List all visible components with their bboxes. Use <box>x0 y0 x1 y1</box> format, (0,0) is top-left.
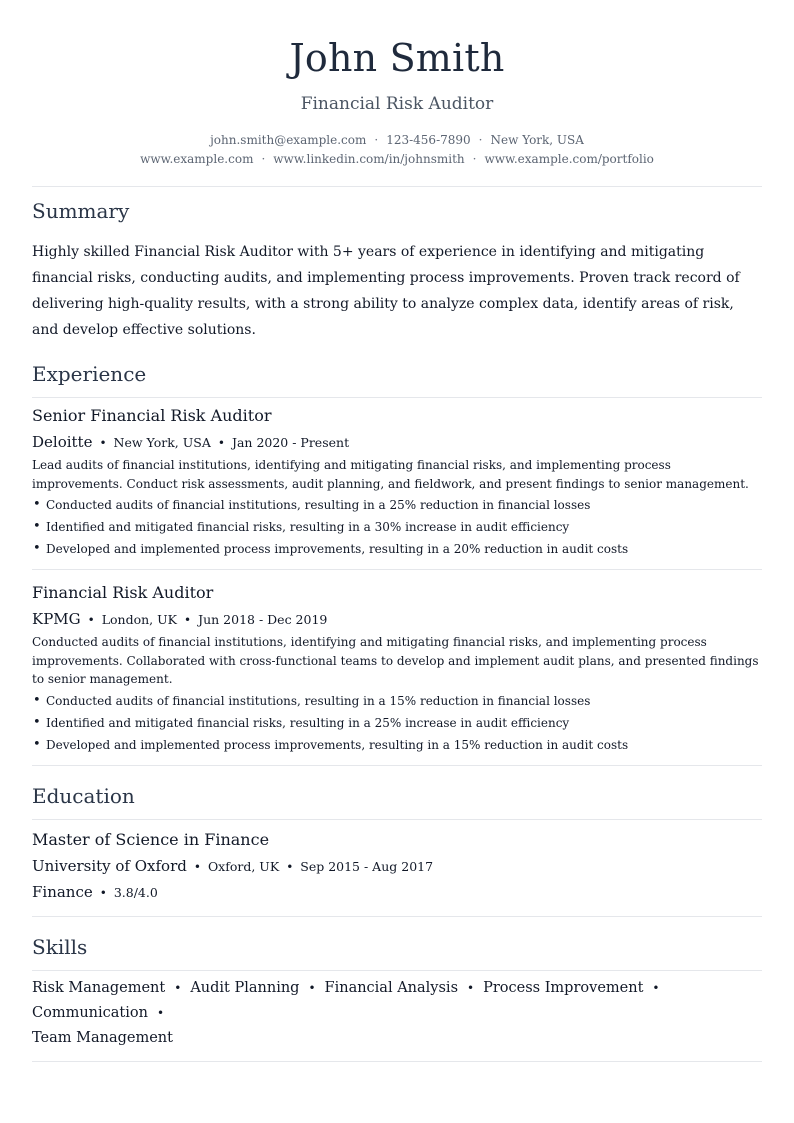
job-location: New York, USA <box>113 435 211 450</box>
section-heading-skills: Skills <box>32 934 88 959</box>
job-title: Senior Financial Risk Auditor <box>32 406 272 425</box>
education-section <box>32 783 762 917</box>
meta-bullet: • <box>99 885 107 900</box>
skills-section <box>32 934 762 1062</box>
contact-separator: · <box>472 152 477 166</box>
field-of-study: Finance <box>32 882 93 901</box>
degree-name: Master of Science in Finance <box>32 829 270 849</box>
divider <box>32 970 762 971</box>
divider <box>32 1061 762 1062</box>
meta-bullet: • <box>87 613 95 627</box>
job-location: London, UK <box>101 612 177 627</box>
section-heading-summary: Summary <box>32 199 130 223</box>
meta-bullet: • <box>156 1005 165 1020</box>
meta-bullet: • <box>286 859 294 874</box>
skill-item: Audit Planning <box>190 979 300 996</box>
experience-section <box>32 361 762 766</box>
job-achievements <box>32 690 762 756</box>
education-meta <box>32 855 762 878</box>
job-entry <box>32 582 762 756</box>
achievement-item: • Developed and implemented process improvements, resulting in a 20% reduction in audit costs <box>32 538 762 560</box>
linkedin-link[interactable]: www.linkedin.com/in/johnsmith <box>273 152 465 166</box>
contact-separator: · <box>261 152 266 166</box>
achievement-item: • Conducted audits of financial institutions, resulting in a 15% reduction in financial losses <box>32 690 762 712</box>
job-company: KPMG <box>32 610 81 628</box>
candidate-title: Financial Risk Auditor <box>300 94 494 114</box>
job-dates: Jun 2018 - Dec 2019 <box>198 612 328 627</box>
section-heading-experience: Experience <box>32 362 147 386</box>
contact-line-links <box>32 150 762 169</box>
job-description: Conducted audits of financial institutions, identifying and mitigating financial risks, and implementing process improvements. Collaborated with cross-functional teams to develop and implement audit plans, and presented findings to senior management. <box>32 635 759 686</box>
job-entry <box>32 405 762 560</box>
gpa-value: 3.8/4.0 <box>113 884 158 900</box>
job-description: Lead audits of financial institutions, identifying and mitigating financial risks, and implementing process improvements. Conduct risk assessments, audit planning, and fieldwork, and present findings to senior management. <box>32 458 749 491</box>
contact-email[interactable]: john.smith@example.com <box>210 133 367 147</box>
contact-separator: · <box>478 133 483 147</box>
school-name: University of Oxford <box>32 856 187 875</box>
contact-phone: 123-456-7890 <box>386 133 471 147</box>
contact-line-primary <box>32 131 762 150</box>
skill-item: Financial Analysis <box>324 979 459 996</box>
skills-list <box>32 976 762 1051</box>
job-company: Deloitte <box>32 433 93 451</box>
job-achievements <box>32 494 762 560</box>
school-location: Oxford, UK <box>207 858 280 874</box>
job-meta <box>32 431 762 454</box>
website-link[interactable]: www.example.com <box>140 152 254 166</box>
contact-location: New York, USA <box>490 133 584 147</box>
job-meta <box>32 608 762 631</box>
achievement-item: • Conducted audits of financial institutions, resulting in a 25% reduction in financial losses <box>32 494 762 516</box>
achievement-item: • Identified and mitigated financial risks, resulting in a 30% increase in audit efficiency <box>32 516 762 538</box>
candidate-name: John Smith <box>289 36 505 80</box>
education-field-meta <box>32 881 762 904</box>
job-dates: Jan 2020 - Present <box>231 435 350 450</box>
meta-bullet: • <box>184 613 192 627</box>
resume-header <box>32 0 762 169</box>
divider <box>32 569 762 570</box>
summary-text: Highly skilled Financial Risk Auditor with 5+ years of experience in identifying and mitigating financial risks, conducting audits, and implementing process improvements. Proven track record of delivering high-quality results, with a strong ability to analyze complex data, identify areas of risk, and develop effective solutions. <box>32 244 740 338</box>
meta-bullet: • <box>217 436 225 450</box>
achievement-item: • Identified and mitigated financial risks, resulting in a 25% increase in audit efficiency <box>32 712 762 734</box>
meta-bullet: • <box>174 980 182 995</box>
divider <box>32 397 762 398</box>
achievement-item: • Developed and implemented process improvements, resulting in a 15% reduction in audit costs <box>32 734 762 756</box>
summary-section <box>32 198 762 343</box>
skill-item: Risk Management <box>32 979 166 996</box>
education-dates: Sep 2015 - Aug 2017 <box>300 858 434 874</box>
job-title: Financial Risk Auditor <box>32 583 214 602</box>
divider <box>32 186 762 187</box>
skill-item: Communication <box>32 1004 148 1021</box>
meta-bullet: • <box>308 980 316 995</box>
portfolio-link[interactable]: www.example.com/portfolio <box>484 152 654 166</box>
section-heading-education: Education <box>32 783 135 808</box>
skill-item: Process Improvement <box>483 979 644 996</box>
meta-bullet: • <box>652 980 660 995</box>
contact-separator: · <box>374 133 379 147</box>
divider <box>32 765 762 766</box>
divider <box>32 916 762 917</box>
divider <box>32 819 762 820</box>
education-entry <box>32 829 762 904</box>
skill-item: Team Management <box>32 1029 173 1046</box>
meta-bullet: • <box>99 436 107 450</box>
meta-bullet: • <box>467 980 475 995</box>
meta-bullet: • <box>193 859 201 874</box>
